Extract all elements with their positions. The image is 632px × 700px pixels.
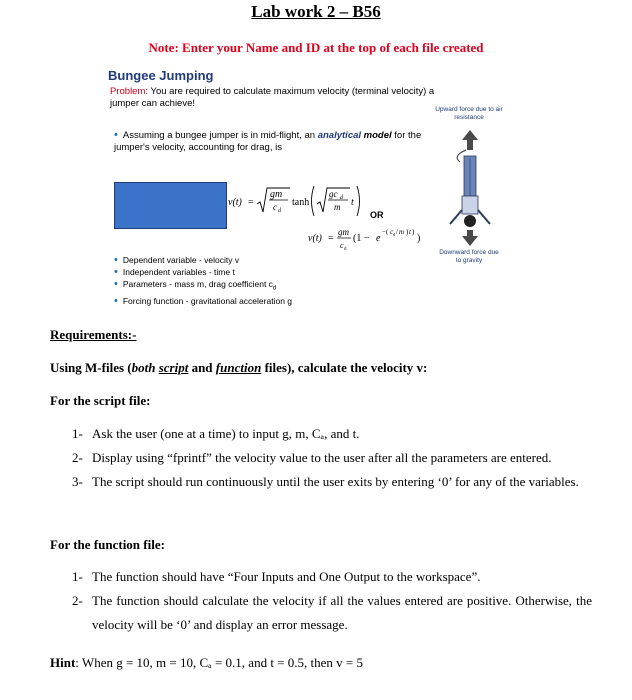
list-item: 2- Display using “fprintf” the velocity value to the user after all the parameters are entered.	[72, 450, 552, 465]
svg-text:d: d	[344, 247, 347, 252]
list-item: • Parameters - mass m, drag coefficient $c_d$	[114, 278, 277, 292]
bullet-main-prefix: Assuming a bungee jumper is in mid-flight, an	[122, 130, 316, 141]
bungee-jumper-illustration	[442, 128, 502, 248]
svg-text:v(t): v(t)	[228, 197, 242, 208]
svg-text:c: c	[390, 228, 394, 236]
svg-text:t: t	[351, 197, 354, 208]
svg-text:−(: −(	[382, 228, 389, 236]
svg-text:=: =	[328, 233, 334, 244]
svg-text:c: c	[273, 202, 277, 212]
problem-text: You are required to calculate maximum velocity (terminal velocity) a jumper can achieve!	[110, 86, 435, 109]
svg-text:(1 −: (1 −	[353, 233, 370, 244]
formula-exponential	[306, 224, 436, 252]
slide-bullet-list	[114, 254, 454, 307]
svg-text:m: m	[334, 202, 341, 212]
bullet-main-suffix: for the jumper's velocity, accounting for drag, is	[114, 130, 422, 153]
hint-label: Hint	[50, 655, 76, 670]
bullet-icon: •	[114, 294, 118, 307]
requirements-heading: Requirements:-	[50, 327, 137, 342]
requirements-intro: Using M-files (both script and function files), calculate the velocity v:	[50, 360, 428, 375]
list-item: 1- The function should have “Four Inputs and One Output to the workspace”.	[72, 569, 481, 584]
svg-text:gm: gm	[270, 189, 283, 200]
or-label: OR	[370, 210, 384, 220]
bullet-icon: •	[114, 278, 118, 290]
page-title: Lab work 2 – B56	[251, 2, 381, 21]
svg-text:=: =	[248, 197, 254, 208]
hint-text: Hint: When g = 10, m = 10, Cₐ = 0.1, and t = 0.5, then v = 5	[50, 655, 363, 670]
note-text: Note: Enter your Name and ID at the top of each file created	[148, 40, 484, 55]
svg-text:/: /	[396, 228, 398, 236]
bullet-main-em2: model	[363, 130, 392, 141]
svg-text:m: m	[399, 228, 405, 236]
bungee-slide	[108, 66, 588, 316]
svg-text:e: e	[376, 233, 381, 244]
svg-text:d: d	[340, 195, 343, 201]
svg-text:): )	[406, 228, 409, 236]
slide-title: Bungee Jumping	[108, 68, 214, 83]
svg-text:gc: gc	[329, 189, 338, 199]
script-file-heading: For the script file:	[50, 393, 151, 408]
svg-text:d: d	[393, 232, 396, 237]
bullet-icon: •	[114, 266, 118, 278]
list-item: • Dependent variable - velocity v	[114, 254, 240, 266]
svg-text:t: t	[409, 228, 411, 236]
svg-text:tanh: tanh	[292, 197, 310, 208]
formula-tanh	[226, 178, 366, 224]
downward-force-label: Downward force due to gravity	[439, 249, 499, 264]
list-item: 2- The function should calculate the velocity if all the values entered are positive. Otherwise, the velocity will be ‘0’ and display an error message.	[72, 593, 592, 632]
slide-bullet-main	[114, 129, 444, 154]
function-requirements-list	[72, 565, 592, 637]
list-item: 3- The script should run continuously until the user exits by entering ‘0’ for any of the variables.	[72, 474, 579, 489]
list-item: 1- Ask the user (one at a time) to input g, m, Cₐ, and t.	[72, 426, 360, 441]
svg-text:v(t): v(t)	[308, 233, 322, 244]
script-requirements-list	[72, 422, 592, 494]
svg-text:c: c	[340, 241, 344, 250]
bullet-main-em: analytical	[317, 130, 362, 141]
blue-rectangle	[114, 182, 227, 229]
list-item: • Forcing function - gravitational acceleration g	[114, 294, 293, 307]
svg-text:): )	[412, 228, 415, 236]
list-item: • Independent variables - time t	[114, 266, 235, 278]
upward-force-label: Upward force due to air resistance	[435, 106, 503, 121]
bullet-icon: •	[114, 254, 118, 266]
problem-label: Problem:	[110, 86, 149, 97]
cd-subscript: d	[272, 285, 277, 292]
bullet-icon: •	[114, 129, 118, 141]
svg-text:d: d	[278, 208, 281, 214]
svg-text:): )	[417, 233, 421, 244]
svg-text:gm: gm	[338, 227, 349, 237]
function-file-heading: For the function file:	[50, 537, 165, 552]
slide-problem	[110, 86, 440, 110]
